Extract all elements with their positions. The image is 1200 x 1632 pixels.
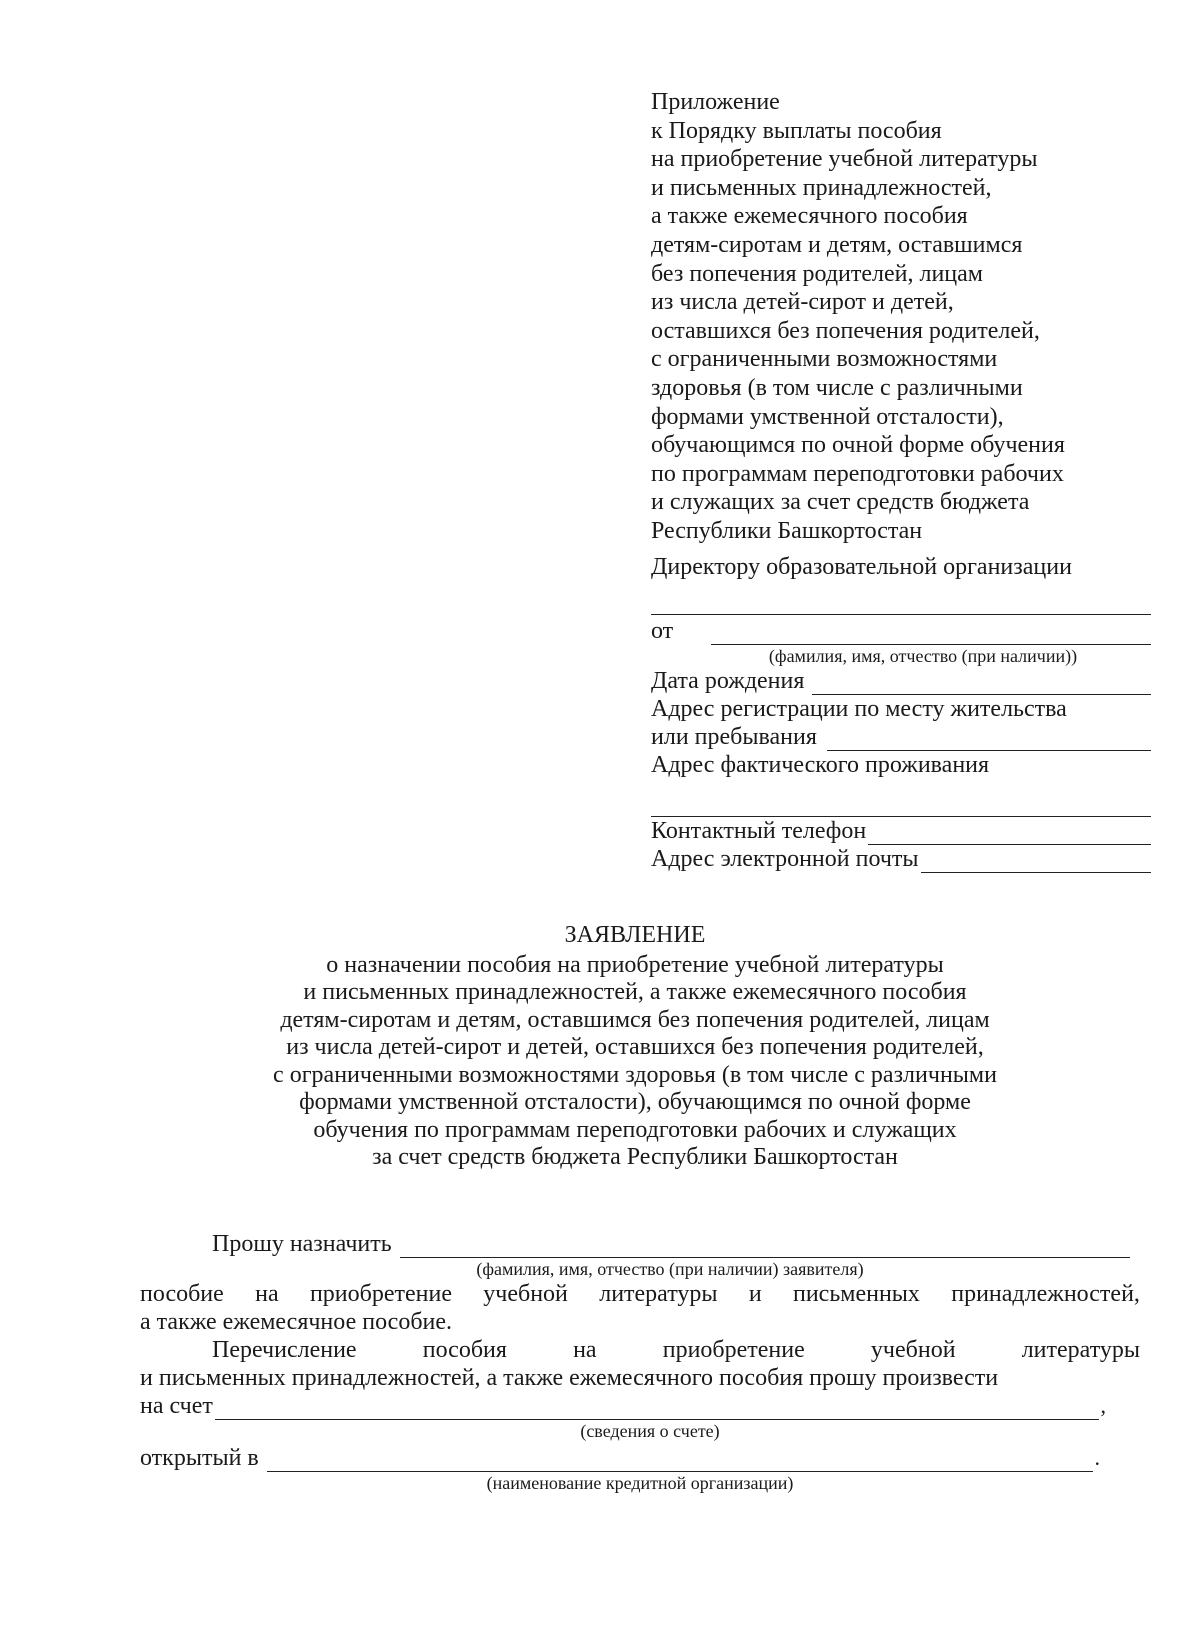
- appendix-line: из числа детей-сирот и детей,: [651, 289, 954, 316]
- appendix-line: Приложение: [651, 89, 780, 115]
- from-label: от: [651, 618, 674, 644]
- word: учебной: [870, 1337, 956, 1363]
- word: на: [573, 1337, 597, 1363]
- bank-note: (наименование кредитной организации): [486, 1473, 794, 1493]
- word: пособие: [140, 1281, 224, 1307]
- appendix-line: обучающимся по очной форме обучения: [651, 432, 1065, 459]
- appendix-line: формами умственной отсталости),: [651, 403, 1004, 430]
- statement-subtitle-line: детям-сиротам и детям, оставшимся без попечения родителей, лицам: [280, 1006, 990, 1033]
- applicant-name-note: (фамилия, имя, отчество (при наличии)): [768, 646, 1078, 666]
- statement-subtitle-line: обучения по программам переподготовки рабочих и служащих: [313, 1116, 957, 1143]
- paragraph-2-line-2: и письменных принадлежностей, а также ежемесячного пособия прошу произвести: [140, 1365, 999, 1391]
- appendix-line: оставшихся без попечения родителей,: [651, 317, 1040, 344]
- appendix-line: и письменных принадлежностей,: [651, 174, 992, 201]
- statement-title: [140, 922, 1130, 1172]
- statement-subtitle-line: о назначении пособия на приобретение учебной литературы: [326, 951, 944, 978]
- addressee-block: [651, 553, 1151, 873]
- appendix-line: а также ежемесячного пособия: [651, 203, 968, 230]
- phone-field[interactable]: [868, 823, 1151, 845]
- account-label: на счет: [140, 1393, 213, 1419]
- word: литературы: [599, 1281, 718, 1307]
- appendix-line: на приобретение учебной литературы: [651, 146, 1038, 173]
- word: и: [748, 1281, 762, 1307]
- bank-period: .: [1094, 1445, 1100, 1470]
- appendix-line: здоровья (в том числе с различными: [651, 374, 1023, 401]
- appendix-header: [651, 88, 1151, 546]
- appendix-line: к Порядку выплаты пособия: [651, 117, 942, 144]
- reg-address-field[interactable]: [827, 729, 1151, 751]
- word: на: [255, 1281, 279, 1307]
- bank-label: открытый в: [140, 1445, 259, 1471]
- birth-date-label: Дата рождения: [651, 668, 805, 694]
- statement-subtitle-line: с ограниченными возможностями здоровья (в том числе с различными: [273, 1061, 997, 1088]
- email-label: Адрес электронной почты: [651, 846, 919, 872]
- appendix-line: по программам переподготовки рабочих: [651, 460, 1064, 487]
- word: приобретение: [309, 1281, 452, 1307]
- account-field[interactable]: [215, 1397, 1099, 1420]
- account-comma: ,: [1100, 1393, 1106, 1418]
- word: письменных: [792, 1281, 920, 1307]
- email-field[interactable]: [921, 851, 1151, 873]
- reg-address-label-2: или пребывания: [651, 724, 817, 750]
- statement-body: [140, 1228, 1140, 1494]
- appendix-line: Республики Башкортостан: [651, 517, 923, 544]
- word: приобретение: [662, 1337, 805, 1363]
- actual-address-label: Адрес фактического проживания: [651, 752, 990, 778]
- appendix-line: с ограниченными возможностями: [651, 346, 998, 373]
- appendix-line: и служащих за счет средств бюджета: [651, 489, 1030, 516]
- request-name-field[interactable]: [400, 1235, 1130, 1258]
- bank-field[interactable]: [267, 1449, 1093, 1472]
- statement-subtitle-line: из числа детей-сирот и детей, оставшихся без попечения родителей,: [286, 1034, 984, 1060]
- statement-subtitle-line: формами умственной отсталости), обучающимся по очной форме: [299, 1089, 971, 1115]
- word: литературы: [1021, 1337, 1140, 1363]
- paragraph-1-line-2: а также ежемесячное пособие.: [140, 1309, 453, 1335]
- phone-label: Контактный телефон: [651, 818, 867, 844]
- statement-heading: ЗАЯВЛЕНИЕ: [564, 922, 706, 948]
- account-note: (сведения о счете): [580, 1421, 720, 1441]
- word: принадлежностей,: [951, 1281, 1140, 1307]
- paragraph-1-line-1: [140, 1280, 1140, 1308]
- actual-address-field[interactable]: [651, 795, 1151, 817]
- organization-name-field[interactable]: [651, 593, 1151, 615]
- request-name-note: (фамилия, имя, отчество (при наличии) заявителя): [476, 1259, 864, 1279]
- word: Перечисление: [212, 1337, 357, 1363]
- applicant-name-field[interactable]: [711, 623, 1151, 645]
- statement-subtitle-line: и письменных принадлежностей, а также ежемесячного пособия: [303, 979, 967, 1005]
- appendix-line: детям-сиротам и детям, оставшимся: [651, 231, 1023, 258]
- word: пособия: [422, 1337, 507, 1363]
- director-label: Директору образовательной организации: [651, 554, 1072, 580]
- statement-subtitle-line: за счет средств бюджета Республики Башкортостан: [372, 1144, 898, 1170]
- reg-address-label: Адрес регистрации по месту жительства: [651, 696, 1067, 722]
- birth-date-field[interactable]: [812, 673, 1151, 695]
- request-label: Прошу назначить: [212, 1231, 392, 1257]
- appendix-line: без попечения родителей, лицам: [651, 260, 983, 287]
- paragraph-2-line-1: [140, 1336, 1140, 1364]
- word: учебной: [483, 1281, 568, 1307]
